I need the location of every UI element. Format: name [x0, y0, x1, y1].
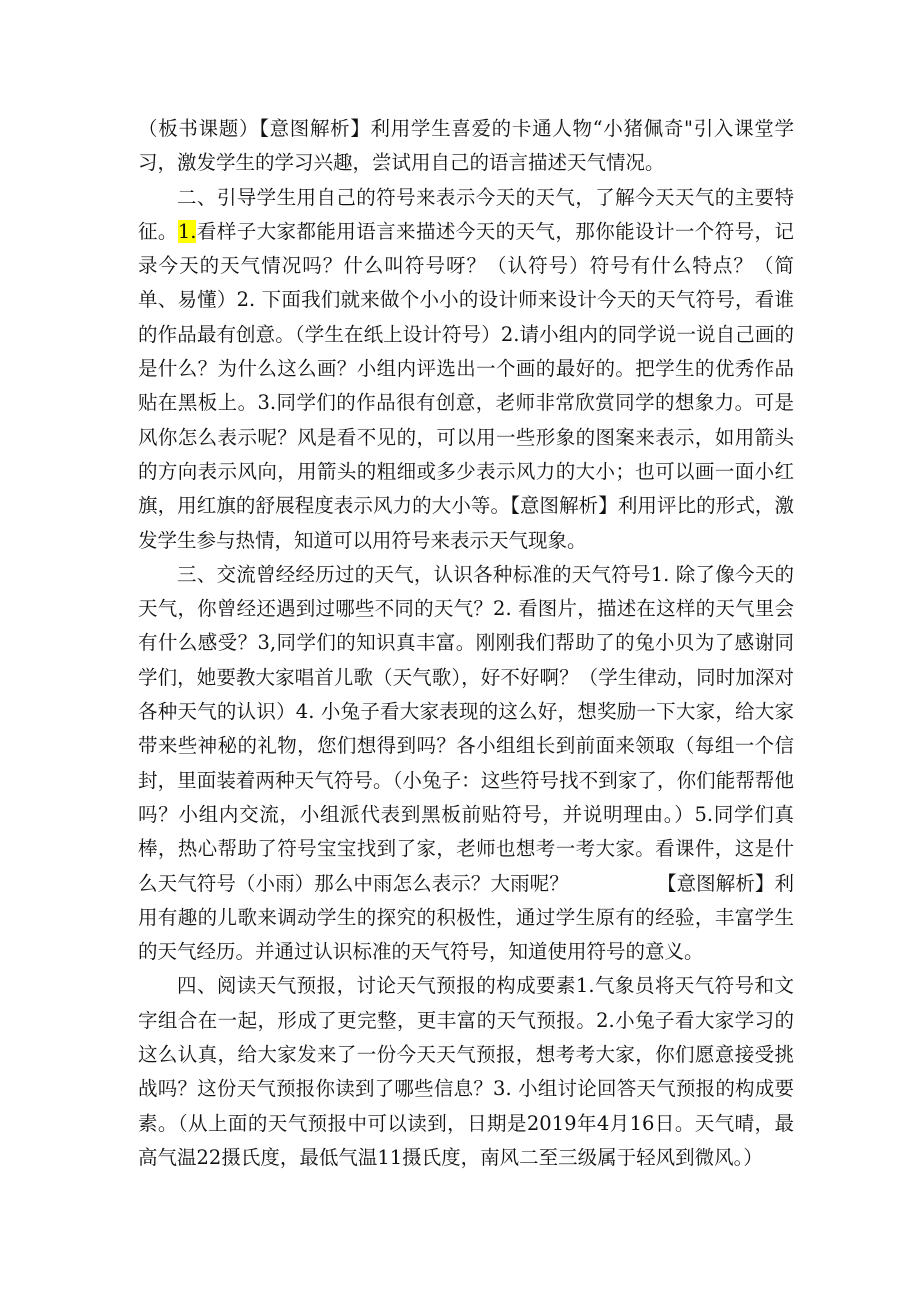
document-body — [138, 112, 794, 1175]
paragraph-section-2 — [138, 181, 794, 558]
paragraph-section-4: 四、阅读天气预报，讨论天气预报的构成要素1.气象员将天气符号和文字组合在一起，形成了更完整，更丰富的天气预报。2.小兔子看大家学习的这么认真，给大家发来了一份今天天气预报，想考考大家，你们愿意接受挑战吗？这份天气预报你读到了哪些信息？3. 小组讨论回答天气预报的构成要素。（从上面的天气预报中可以读到，日期是2019年4月16日。天气晴，最高气温22摄氏度，最低气温11摄氏度，南风二至三级属于轻风到微风。） — [138, 974, 794, 1169]
paragraph-section-2-text-b: 看样子大家都能用语言来描述今天的天气，那你能设计一个符号，记录今天的天气情况吗？什么叫符号呀？（认符号）符号有什么特点？（简单、易懂）2. 下面我们就来做个小小的设计师来设计今天的天气符号，看谁的作品最有创意。（学生在纸上设计符号）2.请小组内的同学说一说自己画的是什么？为什么这么画？小组内评选出一个画的最好的。把学生的优秀作品贴在黑板上。3.同学们的作品很有创意，老师非常欣赏同学的想象力。可是风你怎么表示呢？风是看不见的，可以用一些形象的图案来表示，如用箭头的方向表示风向，用箭头的粗细或多少表示风力的大小；也可以画一面小红旗，用红旗的舒展程度表示风力的大小等。【意图解析】利用评比的形式，激发学生参与热情，知道可以用符号来表示天气现象。 — [138, 219, 794, 552]
paragraph-intro: （板书课题）【意图解析】利用学生喜爱的卡通人物“小猪佩奇"引入课堂学习，激发学生的学习兴趣，尝试用自己的语言描述天气情况。 — [138, 117, 794, 175]
highlighted-marker: 1. — [177, 219, 197, 243]
paragraph-section-3: 三、交流曾经经历过的天气，认识各种标准的天气符号1. 除了像今天的天气，你曾经还遇到过哪些不同的天气？2. 看图片，描述在这样的天气里会有什么感受？3,同学们的知识真丰富。刚刚我们帮助了的兔小贝为了感谢同学们，她要教大家唱首儿歌（天气歌），好不好啊？（学生律动，同时加深对各种天气的认识）4. 小兔子看大家表现的这么好，想奖励一下大家，给大家带来些神秘的礼物，您们想得到吗？各小组组长到前面来领取（每组一个信封，里面装着两种天气符号。（小兔子：这些符号找不到家了，你们能帮帮他吗？小组内交流，小组派代表到黑板前贴符号，并说明理由。）5.同学们真棒，热心帮助了符号宝宝找到了家，老师也想考一考大家。看课件，这是什么天气符号（小雨）那么中雨怎么表示？大雨呢？ 【意图解析】利用有趣的儿歌来调动学生的探究的积极性，通过学生原有的经验，丰富学生的天气经历。并通过认识标准的天气符号，知道使用符号的意义。 — [138, 562, 794, 964]
paragraph-section-2-text-a: 二、引导学生用自己的符号来表示今天的天气，了解今天天气的主要特征。 — [138, 185, 794, 243]
